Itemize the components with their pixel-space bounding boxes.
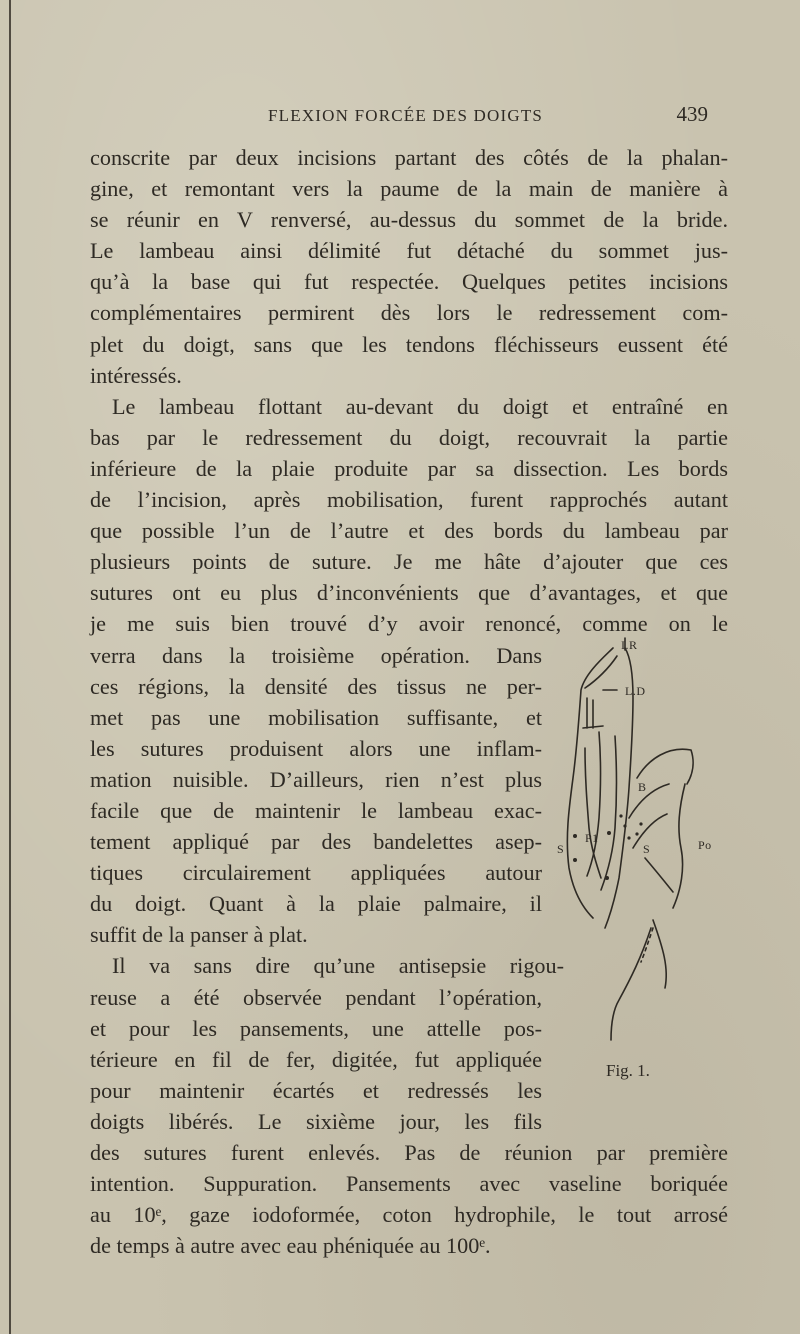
text-line: met pas une mobilisation suffisante, et	[90, 704, 542, 730]
text-line: mation nuisible. D’ailleurs, rien n’est plus	[90, 766, 542, 792]
text-line: pour maintenir écartés et redressés les	[90, 1077, 542, 1103]
text-line: plet du doigt, sans que les tendons fléchisseurs eussent été	[90, 331, 728, 357]
text-line: doigts libérés. Le sixième jour, les fils	[90, 1108, 542, 1134]
text-line: au 10ᵉ, gaze iodoformée, coton hydrophile, le tout arrosé	[90, 1202, 728, 1228]
text-line: ces régions, la densité des tissus ne per-	[90, 673, 542, 699]
text-line: du doigt. Quant à la plaie palmaire, il	[90, 891, 542, 917]
anatomical-figure	[545, 628, 745, 1088]
text-line: se réunir en V renversé, au-dessus du sommet de la bride.	[90, 207, 728, 233]
text-line: de l’incision, après mobilisation, furent rapprochés autant	[90, 487, 728, 513]
text-line: tement appliqué par des bandelettes asep-	[90, 829, 542, 855]
text-line: tiques circulairement appliquées autour	[90, 860, 542, 886]
text-line: des sutures furent enlevés. Pas de réunion par première	[90, 1140, 728, 1165]
label-po: Po	[698, 838, 712, 852]
text-line: suffit de la panser à plat.	[90, 922, 308, 948]
text-line: Le lambeau flottant au-devant du doigt et entraîné en	[112, 393, 728, 419]
label-p1: P1	[585, 831, 599, 845]
text-line: qu’à la base qui fut respectée. Quelques petites incisions	[90, 269, 728, 295]
label-s-left: S	[557, 842, 565, 856]
text-line: et pour les pansements, une attelle pos-	[90, 1015, 542, 1041]
text-line: gine, et remontant vers la paume de la main de manière à	[90, 176, 728, 202]
text-line: intéressés.	[90, 362, 182, 388]
text-line: les sutures produisent alors une inflam-	[90, 735, 542, 761]
text-line: facile que de maintenir le lambeau exac-	[90, 797, 542, 823]
running-title: FLEXION FORCÉE DES DOIGTS	[268, 106, 544, 125]
text-line: sutures ont eu plus d’inconvénients que d’avantages, et que	[90, 580, 728, 606]
text-line: Le lambeau ainsi délimité fut détaché du sommet jus-	[90, 238, 728, 264]
binding-edge	[9, 0, 11, 1334]
text-line: complémentaires permirent dès lors le redressement com-	[90, 300, 728, 326]
text-line: intention. Suppuration. Pansements avec vaseline boriquée	[90, 1171, 728, 1197]
text-line: de temps à autre avec eau phéniquée au 100ᵉ.	[90, 1233, 491, 1259]
label-s-right: S	[643, 842, 651, 856]
text-line: je me suis bien trouvé d’y avoir renoncé, comme on le	[90, 611, 728, 637]
text-line: reuse a été observée pendant l’opération,	[90, 984, 542, 1010]
label-b: B	[638, 780, 647, 794]
figure-caption: Fig. 1.	[606, 1061, 650, 1080]
page-header	[268, 102, 708, 132]
text-line: plusieurs points de suture. Je me hâte d’ajouter que ces	[90, 549, 728, 575]
text-line: térieure en fil de fer, digitée, fut appliquée	[90, 1046, 542, 1072]
label-ld: L.D	[625, 684, 646, 698]
text-line: Il va sans dire qu’une antisepsie rigou-	[112, 953, 564, 979]
text-line: conscrite par deux incisions partant des côtés de la phalan-	[90, 145, 728, 170]
page-number: 439	[676, 102, 708, 126]
text-line: inférieure de la plaie produite par sa dissection. Les bords	[90, 455, 728, 481]
text-line: verra dans la troisième opération. Dans	[90, 642, 542, 668]
label-ir: I.R	[621, 638, 638, 652]
text-line: que possible l’un de l’autre et des bords du lambeau par	[90, 518, 728, 544]
text-line: bas par le redressement du doigt, recouvrait la partie	[90, 424, 728, 450]
